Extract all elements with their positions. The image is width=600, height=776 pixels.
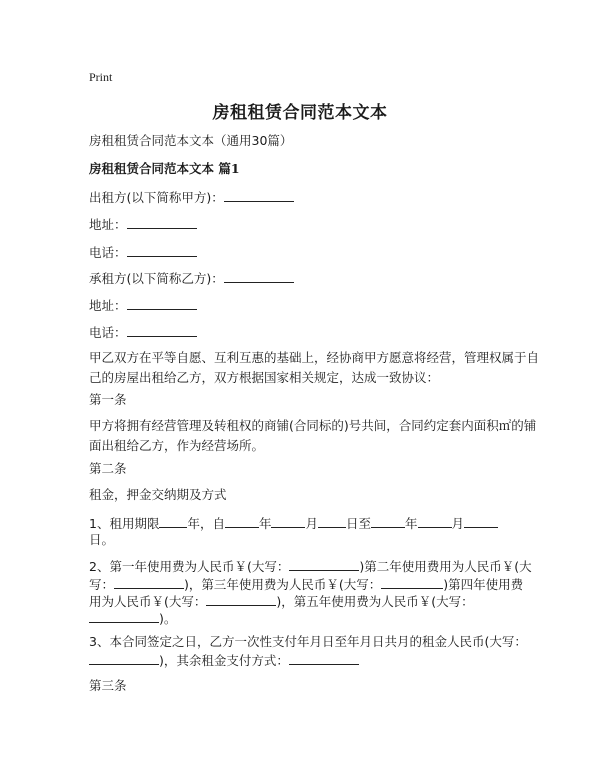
clause-1-end-year-label: 年 — [405, 516, 418, 531]
clause-3-line-2 — [89, 650, 521, 671]
lessor-phone-line — [89, 242, 521, 263]
lessee-phone-label: 电话： — [89, 325, 127, 340]
article-2-subtitle: 租金，押金交纳期及方式 — [89, 487, 227, 502]
clause-2-year3-label: )，第三年使用费为人民币￥(大写： — [184, 577, 382, 592]
article-2-title: 第二条 — [89, 461, 127, 476]
lessor-address-label: 地址： — [89, 217, 127, 232]
clause-2-year3-blank — [381, 574, 443, 589]
lessee-address-label: 地址： — [89, 298, 127, 313]
clause-1-end-month-label: 月 — [451, 516, 465, 531]
document-title: 房租租赁合同范本文本 — [212, 103, 388, 123]
clause-2-year2-label: )第二年使用费用为人民币￥(大 — [359, 559, 532, 574]
lessee-address-line — [89, 295, 521, 316]
lessor-phone-label: 电话： — [89, 245, 127, 260]
clause-3-method-blank — [289, 650, 359, 665]
clause-2-year5-blank — [89, 608, 159, 623]
clause-1-end-year-blank — [371, 513, 405, 528]
preamble-line-2: 己的房屋出租给乙方，双方根据国家相关规定，达成一致协议： — [89, 370, 440, 385]
preamble-line-1: 甲乙双方在平等自愿、互利互惠的基础上，经协商甲方愿意将经营，管理权属于自 — [89, 350, 540, 365]
article-1-title: 第一条 — [89, 392, 127, 407]
print-label[interactable]: Print — [89, 70, 113, 84]
section-heading: 房租租赁合同范本文本 篇1 — [89, 161, 240, 176]
clause-1-term-label: 1、租用期限 — [89, 516, 160, 531]
clause-1-end-month-blank — [418, 513, 452, 528]
article-1-line-2: 面出租给乙方，作为经营场所。 — [89, 438, 265, 453]
clause-3-method-label: )，其余租金支付方式： — [159, 653, 289, 668]
clause-2-year4-rmb-label: 用为人民币￥(大写： — [89, 594, 207, 609]
clause-2-write-label: 写： — [89, 577, 115, 592]
clause-2-line-4 — [89, 608, 521, 629]
clause-1-start-day-blank — [318, 513, 346, 528]
clause-1-from-label: 年，自 — [187, 516, 225, 531]
clause-2-year2-blank — [114, 574, 184, 589]
lessee-label: 承租方(以下简称乙方)： — [89, 271, 224, 286]
clause-1-year-label: 年 — [258, 516, 272, 531]
clause-3-line-1: 3、本合同签定之日，乙方一次性支付年月日至年月日共月的租金人民币(大写： — [89, 634, 527, 649]
clause-3-amount-blank — [89, 650, 159, 665]
article-1-line-1: 甲方将拥有经营管理及转租权的商铺(合同标的)号共间，合同约定套内面积㎡的铺 — [89, 418, 537, 433]
clause-2-year1-label: 2、第一年使用费为人民币￥(大写： — [89, 559, 290, 574]
clause-2-year4-blank — [206, 591, 276, 606]
clause-1-years-blank — [159, 513, 187, 528]
clause-1-month-label: 月 — [305, 516, 318, 531]
lessor-address-blank — [127, 214, 197, 229]
clause-1-line-2: 日。 — [89, 532, 115, 547]
clause-1-start-month-blank — [271, 513, 305, 528]
document-subtitle: 房租租赁合同范本文本（通用30篇） — [89, 133, 293, 148]
lessor-label: 出租方(以下简称甲方)： — [89, 190, 224, 205]
lessor-line — [89, 187, 521, 208]
clause-2-year1-blank — [289, 556, 359, 571]
lessor-address-line — [89, 214, 521, 235]
lessee-address-blank — [127, 295, 197, 310]
article-3-title: 第三条 — [89, 678, 127, 693]
lessee-blank — [224, 268, 294, 283]
clause-1-to-label: 日至 — [346, 516, 372, 531]
clause-2-year4-label: )第四年使用费 — [443, 577, 524, 592]
lessee-phone-line — [89, 322, 521, 343]
lessor-phone-blank — [127, 242, 197, 257]
clause-2-end-label: )。 — [159, 611, 177, 626]
lessee-phone-blank — [127, 322, 197, 337]
lessor-blank — [224, 187, 294, 202]
clause-1-end-day-blank — [464, 513, 498, 528]
clause-2-year5-label: )，第五年使用费为人民币￥(大写： — [276, 594, 474, 609]
clause-1-start-year-blank — [225, 513, 259, 528]
lessee-line — [89, 268, 521, 289]
